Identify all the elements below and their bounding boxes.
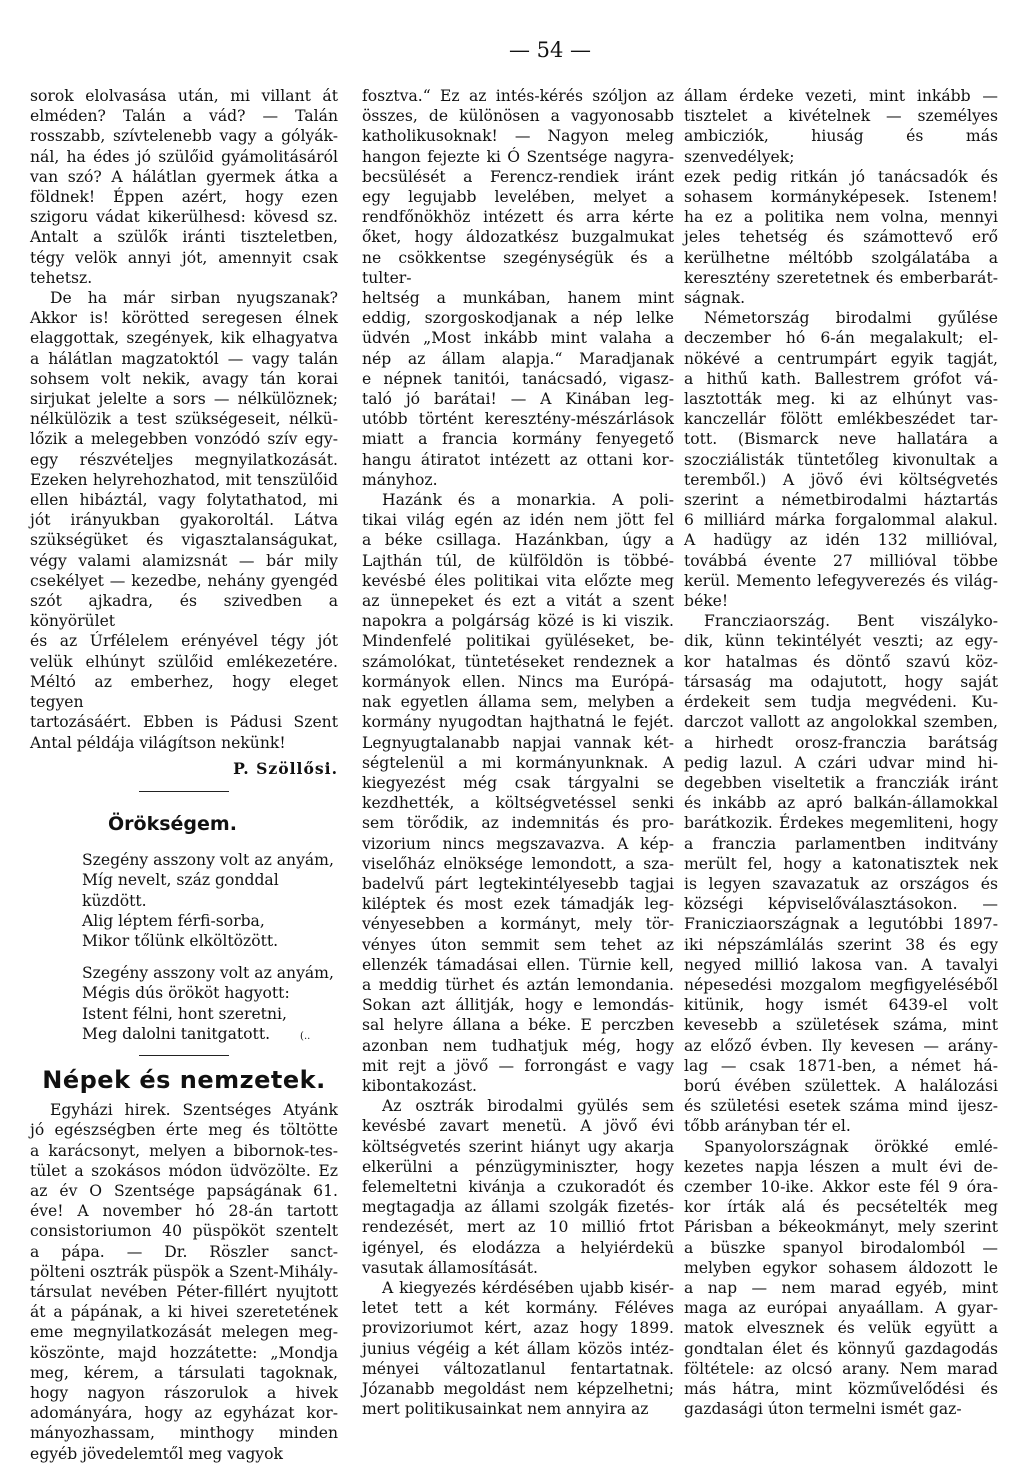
text-line: nép az állam alapja.“ Maradjanak [362, 349, 674, 368]
text-line: ellen hibáztál, vagy folytathatod, mi [30, 491, 338, 510]
text-line: kibontakozást. [362, 1076, 477, 1095]
text-line: heltség a munkában, hanem mint [362, 289, 674, 308]
text-line: deczember hó 6-án megalakult; el- [684, 329, 998, 348]
text-line: rosszabb, szívtelenebb vagy a gólyák- [30, 127, 338, 146]
text-line: továbbá évente 27 millióval többe [684, 551, 998, 570]
text-line: társaság ma odajutott, hogy saját [684, 672, 998, 691]
text-line: De ha már sirban nyugszanak? [50, 289, 338, 308]
text-line: tület a szokásos módon üdvözölte. Ez [30, 1161, 338, 1180]
text-line: tikai világ egén az idén nem jött fel [362, 511, 674, 530]
text-line: tégy velök annyi jót, amennyit csak [30, 248, 338, 267]
text-line: szükségüket és vigasztalanságukat, [30, 531, 338, 550]
text-line: béke! [684, 592, 729, 611]
text-line: kanczellár fölött emlékbeszédet tar- [684, 410, 998, 429]
text-line: e népnek tanitói, tanácsadó, vigasz- [362, 369, 674, 388]
text-line: meg, kérem, a társulati tagoknak, [30, 1363, 338, 1382]
text-line: vényesebben a kormányt, mely tör- [362, 915, 674, 934]
poem-line: Mikor tőlünk elköltözött. [82, 931, 279, 950]
text-line: csekélyet — kezedbe, nehány gyengéd [30, 571, 338, 590]
text-line: 6 milliárd márka forgalommal alakul. [684, 511, 998, 530]
text-line: a karácsonyt, melyen a bibornok-tes- [30, 1141, 338, 1160]
article-homeland-monarchy [362, 490, 674, 1096]
text-line: Méltó az emberhez, hogy eleget tegyen [30, 672, 338, 712]
text-line: negyed millió lakosa van. A tavalyi [684, 955, 998, 974]
text-line: ambicziók, hiuság és más szenvedélyek; [684, 127, 998, 166]
text-line: ményei változatlanul fentartatnak. [362, 1359, 674, 1378]
text-line: Franicziaországnak a legutóbbi 1897- [684, 915, 998, 934]
text-line: is legyen szavazatuk az országos és [684, 874, 998, 893]
text-line: a pápa. — Dr. Röszler sanct- [30, 1242, 338, 1261]
text-line: becsülését a Ferencz-rendiek iránt [362, 167, 674, 186]
text-line: más hátra, mint közművelődési és [684, 1380, 998, 1398]
text-line: őket, hogy áldozatkész buzgalmukat [362, 228, 674, 247]
text-line: eme megnyilatkozását melegen meg- [30, 1323, 338, 1342]
text-line: velük elhúnyt szülőid emlékezetére. [30, 652, 338, 671]
text-line: sohsem volt nekik, avagy tán korai [30, 369, 338, 388]
text-line: gazdasági úton termelni ismét gaz- [684, 1400, 962, 1419]
text-line: Mindenfelé politikai gyüléseket, be- [362, 632, 674, 651]
text-line: Francziaország. Bent viszályko- [704, 612, 998, 631]
text-line: merült fel, hogy a katonatisztek nek [684, 854, 998, 873]
poem-stanza-2 [30, 963, 338, 1047]
text-line: tisztelet a kivételnek — személyes [684, 107, 998, 126]
text-line: napokra a polgárság közé is ki viszik. [362, 612, 674, 631]
text-line: sorok elolvasása után, mi villant át [30, 87, 338, 105]
text-line: nélkülözik a test szükségeseit, nélkü- [30, 410, 338, 429]
text-line: ború évében születtek. A halálozási [684, 1076, 998, 1095]
text-line: hogy nagyon rászorulok a hivek [30, 1383, 338, 1402]
text-line: darczot vallott az angolokkal szemben, [684, 713, 998, 732]
poem-title: Örökségem. [108, 812, 237, 835]
text-line: maga az európai anyaállam. A gyar- [684, 1299, 998, 1318]
text-line: költségvetés szerint hiányt ugy akarja [362, 1137, 674, 1156]
text-line: kor írták alá és pecsételték meg [684, 1198, 998, 1217]
text-line: van szó? A hálátlan gyermek átka a [30, 167, 338, 186]
article-spain [684, 1137, 998, 1420]
text-line: iki népszámlálás szerint 38 és egy [684, 935, 998, 954]
text-line: a franczia parlamentben inditvány [684, 834, 998, 853]
text-line: az előző évben. Ily kevesen — arány- [684, 1036, 998, 1055]
text-line: rendezését, mert az 10 millió frtot [362, 1218, 674, 1237]
text-line: mit rejt a jövő — forrongást e vagy [362, 1056, 674, 1075]
article-politics-cont [684, 86, 998, 308]
text-line: érdekeit sem tudja megvédeni. Ku- [684, 693, 998, 712]
text-line: elméden? Talán a vád? — Talán [30, 107, 338, 126]
text-line: pölteni osztrák püspök a Szent-Mihály- [30, 1262, 338, 1281]
text-line: felemeltetni kivánja a czukoradót és [362, 1177, 674, 1196]
article-saint-anthony [30, 86, 338, 288]
text-line: nak egyetlen állama sem, melyben a [362, 693, 674, 712]
text-line: Józanabb megoldást nem képzelhetni; [362, 1380, 674, 1398]
text-line: a nap — nem marad egyéb, mint [684, 1278, 998, 1297]
text-line: azonban nem tudhatjuk még, hogy [362, 1036, 674, 1055]
text-line: a hirhedt orosz-franczia barátság [684, 733, 998, 752]
text-line: összes, de különösen a vagyonosabb [362, 107, 674, 126]
text-line: adományára, hogy az egyházat kor- [30, 1404, 338, 1423]
text-line: eddig, szorgoskodjanak a nép lelke [362, 309, 674, 328]
text-line: Sokan azt állitják, hogy e lemondás- [362, 996, 674, 1015]
text-line: jót irányukban gyakoroltál. Látva [30, 511, 338, 530]
text-line: kor hatalmas és döntő szavú köz- [684, 652, 998, 671]
text-line: Spanyolországnak örökké emlé- [704, 1137, 998, 1156]
text-line: ne csökkentse szegénységük és a tulter- [362, 248, 674, 287]
text-line: teremből.) A jövő évi költségvetés [684, 470, 998, 489]
text-line: számolókat, tüntetéseket rendeznek a [362, 652, 674, 671]
text-line: át a pápának, a ki hivei szeretetének [30, 1303, 338, 1322]
text-line: szerint a németbirodalmi háztartás [684, 491, 998, 510]
text-line: kiléptek és most ezek támadják leg- [362, 895, 674, 914]
text-line: ezek pedig ritkán jó tanácsadók és [684, 167, 998, 186]
text-line: ellenzék támadásai ellen. Türnie kell, [362, 955, 674, 974]
text-line: a meddig türhet és aztán lemondania. [362, 975, 674, 994]
text-line: Legnyugtalanabb napjai vannak két- [362, 733, 674, 752]
text-line: egy részvételjes megnyilatkozását. [30, 450, 338, 469]
author-signature: P. Szöllősi. [233, 758, 338, 778]
text-line: éve! A november hó 28-án tartott [30, 1202, 338, 1221]
text-line: kerülhetne méltóbb szolgálatába a [684, 248, 998, 267]
text-line: szigoru vádat kikerülhesd: kövesd sz. [30, 208, 338, 227]
text-line: A hadügy az idén 132 millióval, [684, 531, 998, 550]
text-line: hangu átiratot intézett az ottani kor- [362, 450, 674, 469]
text-line: czember 10-ike. Akkor este fél 9 óra- [684, 1177, 998, 1196]
text-line: igényel, és elodázza a helyiérdekü [362, 1238, 674, 1257]
text-line: kitünik, hogy ismét 6439-el volt [684, 996, 998, 1015]
text-line: badelvű párt legtekintélyesebb tagjai [362, 874, 674, 893]
text-line: népesedési mozgalom megfigyeléséből [684, 975, 998, 994]
text-line: Az osztrák birodalmi gyülés sem [382, 1097, 674, 1116]
text-line: Ezeken helyrehozhatod, mit tenszülőid [30, 470, 338, 489]
poem-line: Míg nevelt, száz gonddal küzdött. [82, 871, 279, 910]
column-1 [30, 86, 338, 1464]
text-line: állam érdeke vezeti, mint inkább — [684, 87, 998, 105]
text-line: melyben egykor sohasem áldozott le [684, 1258, 998, 1277]
text-line: hangon fejezte ki Ó Szentsége nagyra- [362, 147, 674, 166]
text-line: keresztény szeretetnek és emberbarát- [684, 268, 998, 287]
text-line: és születési esetek száma mind ijesz- [684, 1097, 998, 1116]
poem-mark: (.. [300, 1030, 311, 1042]
poem-line [30, 1024, 338, 1047]
text-line: rendfőnökhöz intézett és arra kérte [362, 208, 674, 227]
text-line: a hálátlan magzatoktól — vagy talán [30, 349, 338, 368]
text-line: utóbb történt keresztény-mészárlások [362, 410, 674, 429]
text-line: sal helyre állana a béke. E perczben [362, 1016, 674, 1035]
text-line: tőbb arányban tér el. [684, 1117, 851, 1136]
text-line: kiegyezést még csak tárgyalni se [362, 773, 674, 792]
text-line: kormány nyugodtan hajthatná le fejét. [362, 713, 674, 732]
text-line: katholikusoknak! — Nagyon meleg [362, 127, 674, 146]
text-line: egy legujabb levelében, melyet a [362, 188, 674, 207]
poem-stanza-1 [30, 850, 338, 951]
text-line: sohasem kormányképesek. Istenem! [684, 188, 998, 207]
text-line: kezdhették, a költségvetéssel senki [362, 794, 674, 813]
text-line: jó egészségben érte meg és töltötte [30, 1121, 338, 1140]
divider [139, 791, 229, 792]
text-line: fosztva.“ Ez az intés-kérés szóljon az [362, 87, 674, 105]
text-line: tott. (Bismarck neve hallatára a [684, 430, 998, 449]
text-line: föltétele: az olcsó arany. Nem marad [684, 1359, 998, 1378]
text-line: consistoriumon 40 püspököt szentelt [30, 1222, 338, 1241]
text-line: a büszke spanyol birodalomból — [684, 1238, 998, 1257]
text-line: kezetes napja lészen a mult évi de- [684, 1157, 998, 1176]
text-line: junius végéig a két állam közös intéz- [362, 1339, 674, 1358]
text-line: mányhoz. [362, 470, 438, 489]
text-line: gondtalan élet és könnyű gazdagodás [684, 1339, 998, 1358]
text-line: Hazánk és a monarkia. A poli- [382, 491, 674, 510]
text-line: vizorium nincs megszavazva. A kép- [362, 834, 674, 853]
text-line: degebben viseltetik a francziák iránt [684, 773, 998, 792]
text-line: a hithű kath. Ballestrem grófot vá- [684, 369, 998, 388]
text-line: köszönte, majd hozzátette: „Mondja [30, 1343, 338, 1362]
text-line: megtagadja az állami szolgák fizetés- [362, 1198, 674, 1217]
text-line: szót ajkadra, és szivedben a könyörület [30, 592, 338, 631]
text-line: ségtelenül a mi kormányunknak. A [362, 753, 674, 772]
text-line: lasztották meg. ki az elhúnyt vas- [684, 390, 998, 409]
text-line: Antalt a szülők iránti tiszteletben, [30, 228, 338, 247]
text-line: sirjukat jelelte a sors — nélkülöznek; [30, 390, 338, 409]
poem-line: Szegény asszony volt az anyám, [82, 964, 334, 983]
text-line: elaggottak, szegények, kik elhagyatva [30, 329, 338, 348]
text-line: taló jó barátai! — A Kinában leg- [362, 390, 674, 409]
text-line: barátkozik. Érdekes megemliteni, hogy [684, 814, 998, 833]
text-line: Egyházi hirek. Szentséges Atyánk [50, 1101, 338, 1120]
text-line: Párisban a békeokmányt, mely szerint [684, 1218, 998, 1237]
text-line: Akkor is! körötted seregesen élnek [30, 309, 338, 328]
column-2 [362, 86, 674, 1419]
text-line: vasutak államosítását. [362, 1258, 538, 1277]
text-line: üdvén „Most inkább mint valaha a [362, 329, 674, 348]
text-line: provizoriumot kért, azaz hogy 1899. [362, 1319, 674, 1338]
text-line: elkerülni a pénzügyminiszter, hogy [362, 1157, 674, 1176]
text-line: pedig lazul. A czári udvar mind hi- [684, 753, 998, 772]
text-line: kevésbé zavart menetü. A jövő évi [362, 1117, 674, 1136]
article-austrian-assembly [362, 1096, 674, 1278]
text-line: tartozásáért. Ebben is Pádusi Szent [30, 713, 338, 732]
text-line: Antal példája világítson nekünk! [30, 733, 286, 752]
text-line: nál, ha édes jó szülőid gyámolitásáról [30, 147, 338, 166]
poem-line: Mégis dús örököt hagyott: [82, 984, 290, 1003]
poem-line: Istent félni, hont szeretni, [82, 1004, 287, 1023]
text-line: kormányok ellen. Nincs ma Európá- [362, 672, 674, 691]
text-line: matok elvesznek és velük együtt a [684, 1319, 998, 1338]
text-line: vényes úton semmit sem tehet az [362, 935, 674, 954]
text-line: lőzik a melegebben vonzódó szív egy- [30, 430, 338, 449]
article-saint-anthony-cont [30, 288, 338, 753]
article-church-news [30, 1100, 338, 1464]
text-line: lag — csak 1871-ben, a német há- [684, 1056, 998, 1075]
text-line: dik, künn tekintélyét veszti; az egy- [684, 632, 998, 651]
text-line: sem törődik, az indemnitás és pro- [362, 814, 674, 833]
text-line: és inkább az apró balkán-államokkal [684, 794, 998, 813]
text-line: az ünnepeket és ezt a vitát a szent [362, 592, 674, 611]
text-line: földnek! Éppen azért, hogy ezen [30, 188, 338, 207]
text-line: tehetsz. [30, 268, 93, 287]
text-line: jeles tehetség és számottevő erő [684, 228, 998, 247]
text-line: miatt a francia kormány fenyegető [362, 430, 674, 449]
poem-line: Alig léptem férfi-sorba, [82, 911, 265, 930]
article-church-news-cont [362, 86, 674, 490]
article-compromise [362, 1278, 674, 1419]
text-line: letet tett a két kormány. Féléves [362, 1299, 674, 1318]
page-number: — 54 — [508, 38, 592, 62]
text-line: Németország birodalmi gyűlése [704, 309, 998, 328]
text-line: mert politikusainkat nem annyira az [362, 1400, 649, 1419]
text-line: kevésbé éles politikai vita előzte meg [362, 571, 674, 590]
text-line: a béke csillaga. Hazánkban, úgy a [362, 531, 674, 550]
text-line: ságnak. [684, 289, 746, 308]
poem-line: Szegény asszony volt az anyám, [82, 851, 334, 870]
text-line: kerül. Memento lefegyverezés és világ- [684, 571, 998, 590]
text-line: viselőház elnöksége lemondott, a sza- [362, 854, 674, 873]
text-line: mányozhassam, minthogy minden [30, 1424, 338, 1443]
article-france [684, 611, 998, 1136]
text-line: az év O Szentsége papságának 61. [30, 1181, 338, 1200]
text-line: nökévé a centrumpárt egyik tagját, [684, 349, 998, 368]
text-line: kevesebb a születések száma, mint [684, 1016, 998, 1035]
text-line: községi képviselőválasztásokon. — [684, 895, 998, 914]
text-line: szocziálisták tüntetőleg kivonultak a [684, 450, 998, 469]
text-line: egyéb jövedelemtől meg vagyok [30, 1444, 283, 1463]
text-line: A kiegyezés kérdésében ujabb kisér- [382, 1278, 674, 1297]
text-line: társulat nevében Péter-fillért nyujtott [30, 1282, 338, 1301]
divider [139, 1055, 229, 1056]
poem-line-text: Meg dalolni tanitgatott. [82, 1024, 271, 1043]
text-line: végy valami alamizsnát — bár mily [30, 551, 338, 570]
article-germany [684, 308, 998, 611]
text-line: Lajthán túl, de külföldön is többé- [362, 551, 674, 570]
text-line: és az Úrfélelem erényével tégy jót [30, 632, 338, 651]
column-3 [684, 86, 998, 1419]
text-line: ha ez a politika nem volna, mennyi [684, 208, 998, 227]
section-title: Népek és nemzetek. [42, 1065, 326, 1094]
